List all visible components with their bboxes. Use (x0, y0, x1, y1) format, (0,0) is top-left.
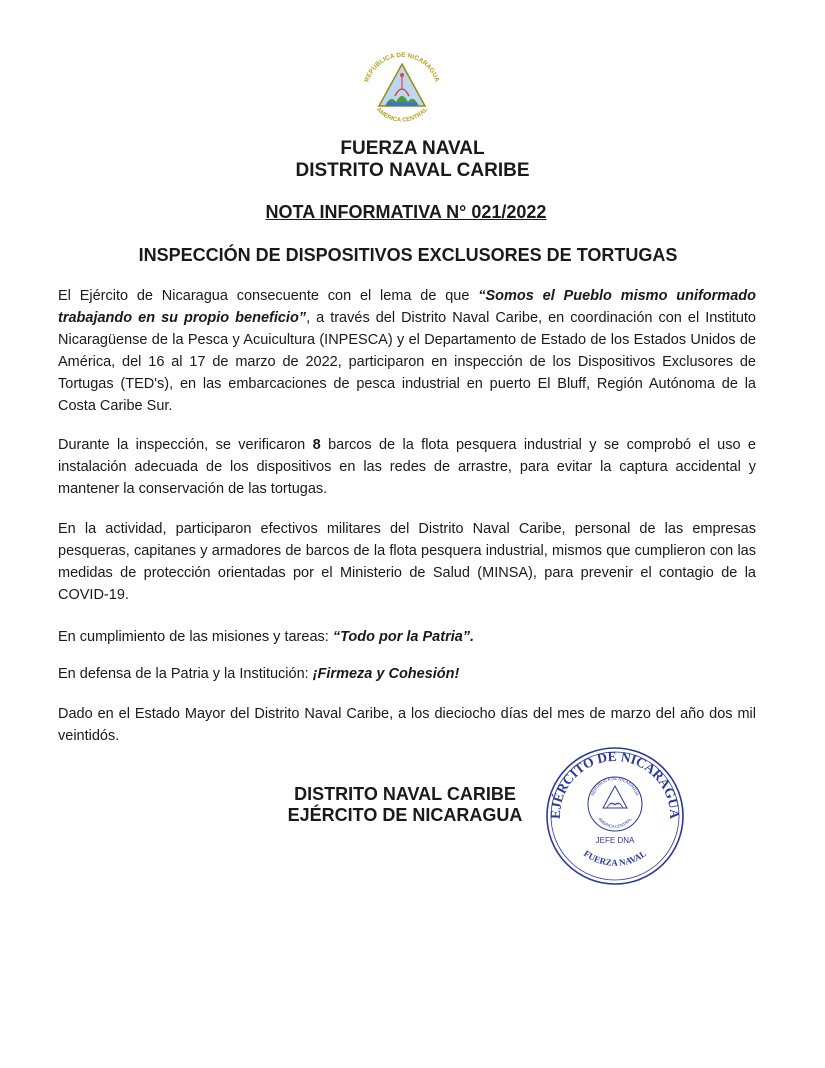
svg-text:REPUBLICA DE NICARAGUA: REPUBLICA DE NICARAGUA (589, 775, 641, 797)
signature-line-2: EJÉRCITO DE NICARAGUA (287, 805, 523, 825)
paragraph-4-text-a: En cumplimiento de las misiones y tareas: (58, 629, 333, 645)
document-number: NOTA INFORMATIVA N° 021/2022 (265, 202, 547, 222)
paragraph-1 (58, 285, 756, 417)
slogan-todo-por-la-patria: “Todo por la Patria”. (332, 629, 475, 645)
svg-text:REPUBLICA DE NICARAGUA: REPUBLICA DE NICARAGUA (363, 51, 441, 84)
header-fuerza-naval: FUERZA NAVAL (340, 138, 485, 159)
paragraph-6 (58, 703, 756, 747)
paragraph-3-text: En la actividad, participaron efectivos militares del Distrito Naval Caribe, personal de las empresas pesqueras, capitanes y armadores de barcos de la flota pesquera industrial, mismos que cumplieron con las medidas de protección orientadas por el Ministerio de Salud (MINSA), para prevenir el contagio de la COVID-19. (58, 521, 756, 603)
header-distrito-naval: DISTRITO NAVAL CARIBE (295, 160, 530, 181)
paragraph-2-text-c: barcos de la flota pesquera industrial y se comprobó el uso e instalación adecuada de los dispositivos en las redes de arrastre, para evitar la captura accidental y mantener la conservación de las tortugas. (58, 437, 756, 497)
paragraph-5 (58, 663, 756, 685)
boats-count: 8 (312, 437, 321, 453)
slogan-firmeza-y-cohesion: ¡Firmeza y Cohesión! (312, 666, 460, 682)
paragraph-5-text-a: En defensa de la Patria y la Institución: (58, 666, 313, 682)
svg-text:JEFE DNA: JEFE DNA (595, 836, 635, 845)
paragraph-1-text-a: El Ejército de Nicaragua consecuente con el lema de que (58, 288, 479, 304)
coat-of-arms-emblem (355, 42, 449, 136)
signature-line-1: DISTRITO NAVAL CARIBE (294, 784, 516, 804)
paragraph-2-text-a: Durante la inspección, se verificaron (58, 437, 313, 453)
svg-text:EJÉRCITO DE NICARAGUA: EJÉRCITO DE NICARAGUA (547, 748, 683, 820)
document-title: INSPECCIÓN DE DISPOSITIVOS EXCLUSORES DE TORTUGAS (138, 245, 678, 265)
paragraph-1-text-c: , a través del Distrito Naval Caribe, en coordinación con el Instituto Nicaragüense de la Pesca y Acuicultura (INPESCA) y el Departamento de Estado de los Estados Unidos de América, del 16 al 17 de marzo de 2022, participaron en inspección de los Dispositivos Exclusores de Tortugas (TED's), en las embarcaciones de pesca industrial en puerto El Bluff, Región Autónoma de la Costa Caribe Sur. (58, 310, 756, 414)
paragraph-3 (58, 518, 756, 606)
paragraph-6-text: Dado en el Estado Mayor del Distrito Naval Caribe, a los dieciocho días del mes de marzo del año dos mil veintidós. (58, 706, 756, 744)
svg-text:AMERICA CENTRAL: AMERICA CENTRAL (374, 106, 430, 124)
official-stamp (543, 742, 688, 887)
paragraph-2 (58, 434, 756, 500)
svg-text:AMERICA CENTRAL: AMERICA CENTRAL (597, 816, 633, 830)
motto-quote: “Somos el Pueblo mismo uniformado trabajando en su propio beneficio” (58, 288, 756, 326)
paragraph-4 (58, 626, 756, 648)
svg-text:FUERZA NAVAL: FUERZA NAVAL (581, 848, 649, 868)
